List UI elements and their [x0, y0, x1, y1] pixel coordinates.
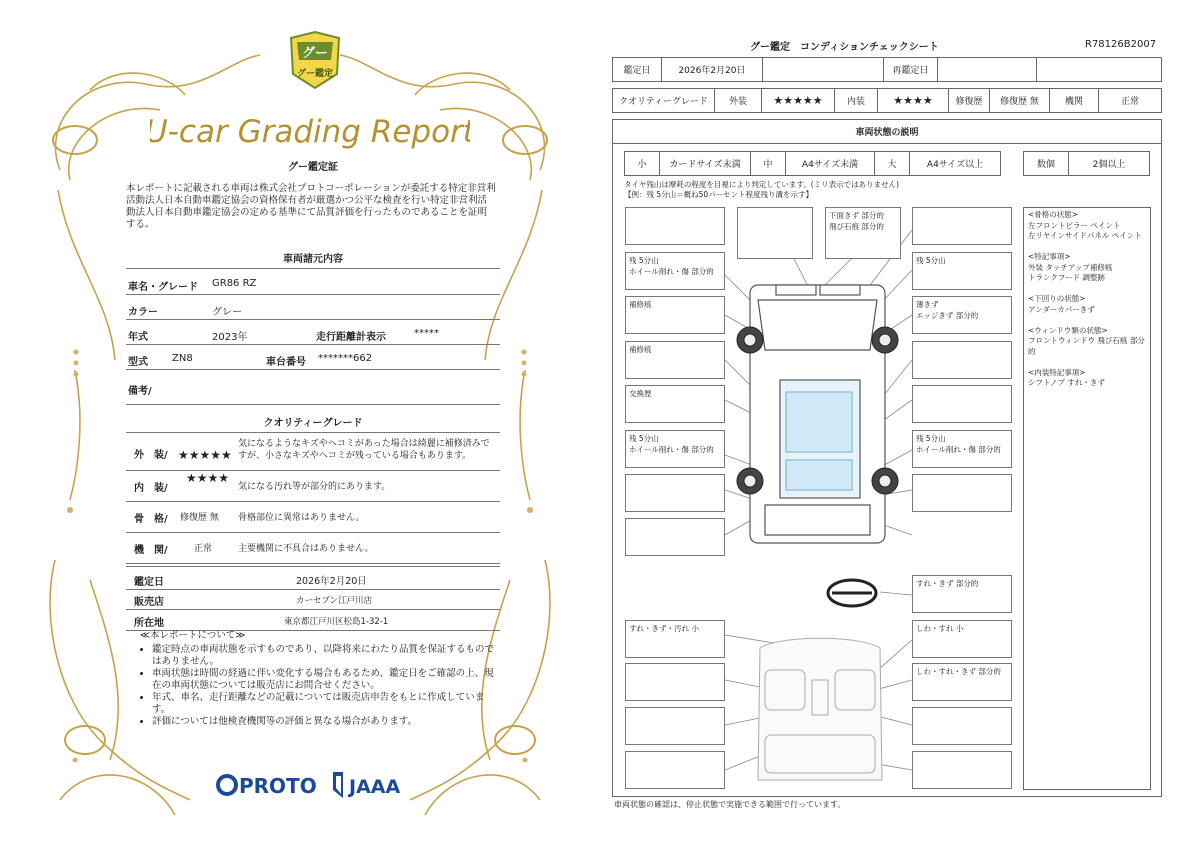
- note-box-top-left: [737, 207, 813, 259]
- repair-label: 修復歴: [948, 88, 990, 113]
- sheet-title: グー鑑定 コンディションチェックシート: [750, 42, 939, 53]
- note-box-right-3: 薄きず エッジきず 部分的: [912, 296, 1012, 334]
- tire-note: タイヤ残山は摩耗の程度を目視により判定しています。(ミリ表示ではありません): [624, 180, 900, 189]
- sheet-footer: 車両状態の確認は、停止状態で実施できる範囲で行っています。: [614, 800, 846, 809]
- size-mid-desc: A4サイズ未満: [785, 151, 875, 176]
- engine-value: 正常: [1098, 88, 1162, 113]
- svg-text:PROTO: PROTO: [239, 774, 317, 798]
- note-item: • 車両状態は時間の経過に伴い変化する場合もあるため、鑑定日をご確認の上、現在の車両状態については販売店にお問合せください。: [152, 668, 500, 692]
- date-label: 鑑定日: [612, 57, 662, 82]
- note-box-left-4: 補修痕: [625, 341, 725, 379]
- report-notes: ≪本レポートについて≫ • 鑑定時点の車両状態を示すものであり、以降将来にわたり品質を保証するものではありません。 • 車両状態は時間の経過に伴い変化する場合もあるため、鑑定日をご確認の上、現在の車両状態については販売店にお問合せください。 • 年式、車名、走行距離などの記載については販売店申告をもとに作成しています。 • 評価については他検査機関等の評価と異なる場合があります。: [140, 630, 500, 728]
- spec-row-color: カラー グレー: [126, 295, 500, 320]
- note-box-right-2: 残 5分山: [912, 252, 1012, 290]
- note-item: • 年式、車名、走行距離などの記載については販売店申告をもとに作成しています。: [152, 692, 500, 716]
- quality-row-exterior: 外 装/ ★★★★★ 気になるようなキズやヘコミがあった場合は綺麗に補修済みですが、小さなキズやヘコミが残っている場合もあります。: [126, 434, 500, 471]
- count-desc: 2個以上: [1068, 151, 1150, 176]
- quality-label: クオリティーグレード: [612, 88, 715, 113]
- note-item: • 評価については他検査機関等の評価と異なる場合があります。: [152, 716, 500, 728]
- quality-heading: クオリティーグレード: [263, 418, 363, 429]
- spec-row-name: 車名・グレード GR86 RZ: [126, 270, 500, 295]
- note-box-int-left-2: [625, 663, 725, 701]
- reinspect-label: 再鑑定日: [883, 57, 938, 82]
- info-row-shop: 販売店 カーセブン江戸川店: [126, 589, 500, 610]
- note-box-right-6: 残 5分山 ホイール削れ・傷 部分的: [912, 430, 1012, 468]
- spec-row-model: 型式 ZN8 車台番号 *******662: [126, 345, 500, 370]
- note-box-top-mid: 下面きず 部分的 飛び石痕 部分的: [825, 207, 901, 259]
- count-label: 数個: [1023, 151, 1069, 176]
- specs-heading: 車両諸元内容: [283, 254, 343, 265]
- note-box-int-right-4: [912, 751, 1012, 789]
- specs-top-rule: [126, 268, 500, 269]
- note-item: • 鑑定時点の車両状態を示すものであり、以降将来にわたり品質を保証するものではありません。: [152, 644, 500, 668]
- date-value: 2026年2月20日: [661, 57, 763, 82]
- comments-list: <骨格の状態> 左フロントピラー ペイント 左リヤインサイドパネル ペイント <特記事項> 外装 タッチアップ補修痕 トランクフード 調整跡 <下回りの状態> アンダーカバーきず <ウィンドウ類の状態> フロントウィンドウ 飛び石痕 部分的 <内装特記事項> シフトノブ すれ・きず: [1028, 210, 1145, 387]
- note-box-left-5: 交換歴: [625, 385, 725, 423]
- note-box-right-4: [912, 341, 1012, 379]
- condition-check-sheet: [600, 0, 1200, 848]
- size-small: 小: [624, 151, 660, 176]
- spec-row-year: 年式 2023年 走行距離計表示 *****: [126, 320, 500, 345]
- quality-row-engine: 機 関/ 正常 主要機関に不具合はありません。: [126, 533, 500, 564]
- quality-row-frame: 骨 格/ 修復歴 無 骨格部位に異常はありません。: [126, 502, 500, 533]
- note-box-int-right-2: しわ・すれ・きず 部分的: [912, 663, 1012, 701]
- int-stars: ★★★★: [877, 88, 949, 113]
- certificate-intro: 本レポートに記載される車両は株式会社プロトコーポレーションが委託する特定非営利活動法人日本自動車鑑定協会の資格保有者が厳選かつ公平な検査を行い特定非営利活動法人日本自動車鑑定協会の定める基準にて品質評価を行ったものであることを証明する。: [126, 183, 496, 230]
- ext-label: 外装: [714, 88, 762, 113]
- note-box-int-left-3: [625, 707, 725, 745]
- section-title: 車両状態の説明: [612, 119, 1162, 144]
- size-large: 大: [874, 151, 910, 176]
- tire-example: 【例：残 5分山＝概ね50パーセント程度残り溝を示す】: [624, 190, 814, 199]
- svg-text:JAAA: JAAA: [349, 776, 401, 798]
- info-row-date: 鑑定日 2026年2月20日: [126, 566, 500, 590]
- note-box-left-8: [625, 518, 725, 556]
- note-box-int-left-4: [625, 751, 725, 789]
- spec-row-remarks: 備考/: [126, 370, 500, 405]
- size-mid: 中: [750, 151, 786, 176]
- int-label: 内装: [834, 88, 878, 113]
- sheet-id: R78126B2007: [1085, 39, 1157, 50]
- info-row-address: 所在地 東京都江戸川区松島1-32-1: [126, 610, 500, 631]
- quality-top-rule: [126, 432, 500, 433]
- note-box-right-7: [912, 474, 1012, 512]
- note-box-int-right-1: しわ・すれ 小: [912, 620, 1012, 658]
- certificate-heading: グー鑑定証: [288, 162, 338, 173]
- brand-logos: [215, 768, 415, 802]
- proto-logo-icon: [218, 776, 236, 794]
- quality-row-interior: 内 装/ ★★★★ 気になる汚れ等が部分的にあります。: [126, 471, 500, 502]
- note-box-left-1: [625, 207, 725, 245]
- note-box-left-2: 残 5分山 ホイール削れ・傷 部分的: [625, 252, 725, 290]
- svg-text:グー: グー: [301, 46, 329, 61]
- note-box-left-6: 残 5分山 ホイール削れ・傷 部分的: [625, 430, 725, 468]
- note-box-int-right-3: [912, 707, 1012, 745]
- steering-wheel-icon: [828, 580, 876, 606]
- note-box-right-5: [912, 385, 1012, 423]
- svg-text:U-car Grading Report: U-car Grading Report: [150, 114, 470, 150]
- note-box-int-left-1: すれ・きず・汚れ 小: [625, 620, 725, 658]
- note-box-right-1: [912, 207, 1012, 245]
- repair-value: 修復歴 無: [989, 88, 1050, 113]
- size-large-desc: A4サイズ以上: [909, 151, 1001, 176]
- note-box-left-3: 補修痕: [625, 296, 725, 334]
- engine-label: 機関: [1049, 88, 1099, 113]
- note-box-steering: すれ・きず 部分的: [912, 575, 1012, 613]
- goo-logo: [287, 30, 343, 92]
- ext-stars: ★★★★★: [761, 88, 835, 113]
- svg-text:グー鑑定: グー鑑定: [296, 69, 334, 79]
- note-box-left-7: [625, 474, 725, 512]
- interior-diagram: [758, 638, 882, 780]
- size-small-desc: カードサイズ未満: [659, 151, 751, 176]
- script-title: [150, 100, 470, 160]
